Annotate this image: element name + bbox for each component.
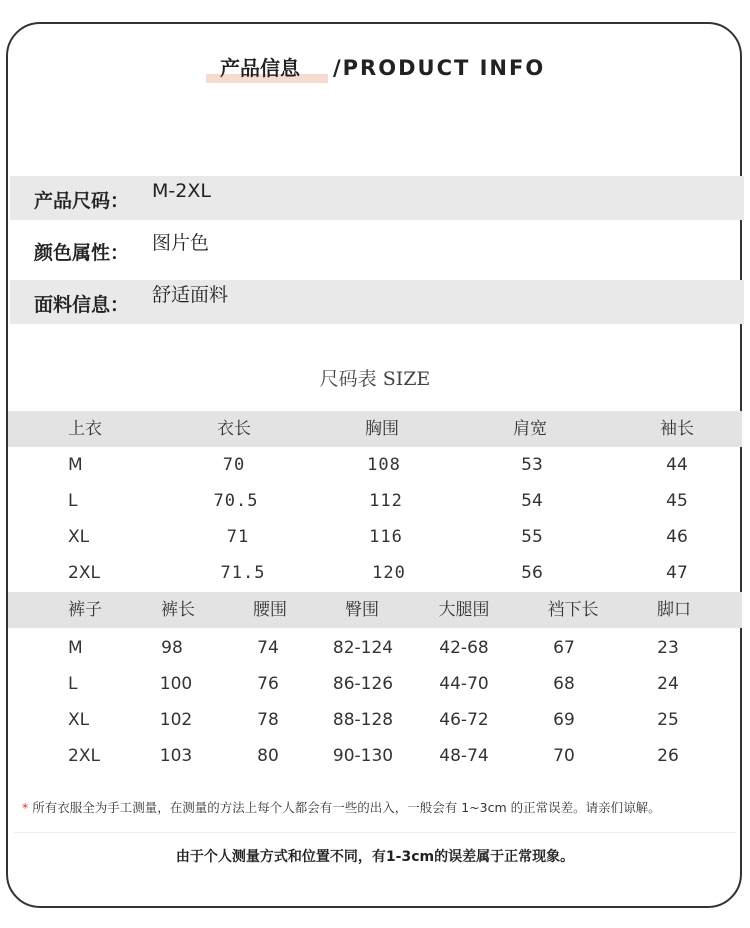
table-row: [8, 702, 742, 738]
table-row: [8, 519, 742, 555]
pants-header-cell: 臀围: [345, 600, 379, 620]
pants-header-cell: 裆下长: [547, 600, 599, 620]
shoulder-cell: 53: [521, 455, 543, 475]
table-row: [8, 555, 742, 591]
chest-cell: 120: [372, 563, 406, 583]
pants-header-cell: 裤长: [161, 600, 195, 620]
note-text: 所有衣服全为手工测量，在测量的方法上每个人都会有一些的出入，一般会有 1~3cm 的正常误差。请亲们谅解。: [32, 800, 661, 815]
note-star: *: [22, 800, 29, 815]
hem-cell: 26: [657, 746, 679, 766]
info-label-fabric: 面料信息：: [34, 294, 130, 316]
waist-cell: 76: [257, 674, 279, 694]
thigh-cell: 46-72: [439, 710, 489, 730]
pants-header-cell: 裤子: [68, 600, 102, 620]
top-header-cell: 袖长: [660, 419, 694, 439]
info-label-color: 颜色属性：: [34, 242, 130, 264]
thigh-cell: 44-70: [439, 674, 489, 694]
inseam-cell: 70: [553, 746, 575, 766]
hem-cell: 23: [657, 638, 679, 658]
hem-cell: 25: [657, 710, 679, 730]
table-row: [8, 630, 742, 666]
top-table-header: [8, 411, 742, 447]
table-row: [8, 483, 742, 519]
hip-cell: 88-128: [332, 710, 394, 730]
size-cell: XL: [68, 710, 90, 730]
top-header-cell: 衣长: [217, 419, 251, 439]
table-row: [8, 738, 742, 774]
size-cell: L: [68, 491, 78, 511]
top-header-cell: 胸围: [365, 419, 399, 439]
size-cell: XL: [68, 527, 90, 547]
hem-cell: 24: [657, 674, 679, 694]
error-note: 由于个人测量方式和位置不同，有1-3cm的误差属于正常现象。: [175, 849, 575, 865]
pants-table-header: [8, 592, 742, 628]
size-cell: 2XL: [68, 563, 100, 583]
shoulder-cell: 56: [521, 563, 543, 583]
info-value-size-text: M-2XL: [152, 180, 211, 202]
info-row-color: [10, 228, 744, 272]
chest-cell: 112: [369, 491, 403, 511]
hip-cell: 82-124: [332, 638, 394, 658]
sleeve-cell: 47: [666, 563, 688, 583]
waist-cell: 78: [257, 710, 279, 730]
header-title-en: /PRODUCT INFO: [333, 56, 546, 80]
info-value-fabric: [152, 286, 228, 305]
size-cell: L: [68, 674, 78, 694]
pants-header-cell: 大腿围: [438, 600, 490, 620]
size-chart-title: 尺码表 SIZE: [319, 368, 431, 390]
info-value-color: [152, 234, 209, 253]
chest-cell: 116: [369, 527, 403, 547]
header-title-cn: 产品信息: [220, 56, 300, 80]
length-cell: 71: [226, 527, 250, 547]
info-value-fabric-text: 舒适面料: [152, 284, 229, 306]
sleeve-cell: 46: [666, 527, 688, 547]
waist-cell: 80: [257, 746, 279, 766]
table-row: [8, 447, 742, 483]
size-cell: M: [68, 455, 83, 475]
size-cell: 2XL: [68, 746, 100, 766]
divider: [14, 832, 736, 833]
info-value-size: [152, 182, 211, 201]
length-cell: 70: [222, 455, 246, 475]
shoulder-cell: 54: [521, 491, 543, 511]
size-cell: M: [68, 638, 83, 658]
measurement-note: [22, 798, 661, 816]
product-info-header: [0, 50, 750, 90]
length-cell: 70.5: [213, 491, 259, 511]
thigh-cell: 48-74: [439, 746, 489, 766]
top-header-cell: 肩宽: [513, 419, 547, 439]
info-label-size: 产品尺码：: [34, 190, 130, 212]
pants-header-cell: 脚口: [657, 600, 691, 620]
inseam-cell: 69: [553, 710, 575, 730]
info-value-color-text: 图片色: [152, 232, 210, 254]
pants-length-cell: 100: [159, 674, 193, 694]
table-row: [8, 666, 742, 702]
info-row-fabric: [10, 280, 744, 324]
pants-length-cell: 98: [161, 638, 183, 658]
inseam-cell: 68: [553, 674, 575, 694]
pants-length-cell: 102: [159, 710, 193, 730]
thigh-cell: 42-68: [439, 638, 489, 658]
top-header-cell: 上衣: [68, 419, 102, 439]
length-cell: 71.5: [220, 563, 266, 583]
info-row-size: [10, 176, 744, 220]
waist-cell: 74: [257, 638, 279, 658]
chest-cell: 108: [367, 455, 401, 475]
sleeve-cell: 45: [666, 491, 688, 511]
pants-header-cell: 腰围: [253, 600, 287, 620]
sleeve-cell: 44: [666, 455, 688, 475]
shoulder-cell: 55: [521, 527, 543, 547]
inseam-cell: 67: [553, 638, 575, 658]
pants-length-cell: 103: [159, 746, 193, 766]
hip-cell: 86-126: [332, 674, 394, 694]
hip-cell: 90-130: [332, 746, 394, 766]
